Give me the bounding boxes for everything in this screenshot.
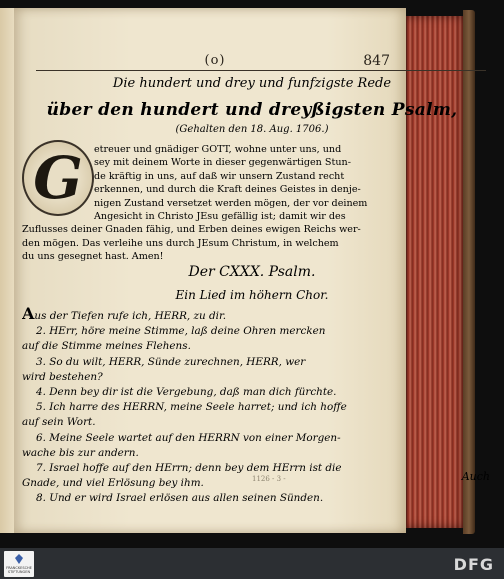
psalm-subtitle: Ein Lied im höhern Chor. [175,288,329,302]
logo-text: FRANCKESCHE STIFTUNGEN [6,566,32,574]
verse-line: 5. Ich harre des HERRN, meine Seele harret; und ich hoffe [36,401,347,414]
verse-line: 2. HErr, höre meine Stimme, laß deine Ohren mercken [36,325,326,338]
verse-line: Aus der Tiefen rufe ich, HERR, zu dir. [22,306,227,323]
prayer-line: den mögen. Das verleihe uns durch JEsum Christum, in welchem [22,237,339,249]
sermon-title: Die hundert und drey und funfzigste Rede [112,76,392,91]
viewer-footer-bar [0,548,504,579]
verse-initial: A [22,306,35,323]
prayer-line: de kräftig in uns, auf daß wir unsern Zustand recht [94,170,345,182]
prayer-line: nigen Zustand versetzet werden mögen, der vor deinem [94,197,368,209]
verse-line: 3. So du wilt, HERR, Sünde zurechnen, HERR, wer [36,355,306,368]
verse-line: auf sein Wort. [22,416,96,429]
pencil-annotation: 1126 - 3 - [252,475,286,483]
prayer-line: erkennen, und durch die Kraft deines Geistes in denje- [94,184,361,196]
page-number: 847 [363,53,390,69]
prayer-line: Zuflusses deiner Gnaden fähig, und Erben deines ewigen Reichs wer- [22,224,361,236]
sermon-date: (Gehalten den 18. Aug. 1706.) [175,124,329,135]
verse-line: 6. Meine Seele wartet auf den HERRN von einer Morgen- [36,431,341,444]
prayer-line: sey mit deinem Worte in dieser gegenwärtigen Stun- [94,157,351,169]
opening-prayer [22,143,486,264]
header-rule [36,70,486,71]
psalm-heading: Der CXXX. Psalm. [188,264,316,280]
verse-line: 8. Und er wird Israel erlösen aus allen seinen Sünden. [36,492,324,505]
logo-icon [15,554,23,564]
prayer-line: etreuer und gnädiger GOTT, wohne unter uns, und [94,144,342,155]
catchword: Auch [461,470,490,483]
decorated-initial: G [22,140,94,216]
verse-line: wache bis zur andern. [22,446,139,459]
page-header-ornament: (o) [204,53,226,68]
prayer-line: du uns gesegnet hast. Amen! [22,251,164,263]
prayer-line: Angesicht in Christo JEsu gefällig ist; damit wir des [94,211,346,223]
franckesche-stiftungen-logo[interactable] [4,551,34,577]
verse-line: 4. Denn bey dir ist die Vergebung, daß man dich fürchte. [36,386,337,399]
verse-line: wird bestehen? [22,370,103,383]
verse-line: Gnade, und viel Erlösung bey ihm. [22,477,204,490]
dfg-logo[interactable]: DFG [453,555,494,574]
verse-line: 7. Israel hoffe auf den HErrn; denn bey dem HErrn ist die [36,462,342,475]
verse-line: auf die Stimme meines Flehens. [22,340,191,353]
sermon-subtitle: über den hundert und dreyßigsten Psalm, [46,100,458,120]
